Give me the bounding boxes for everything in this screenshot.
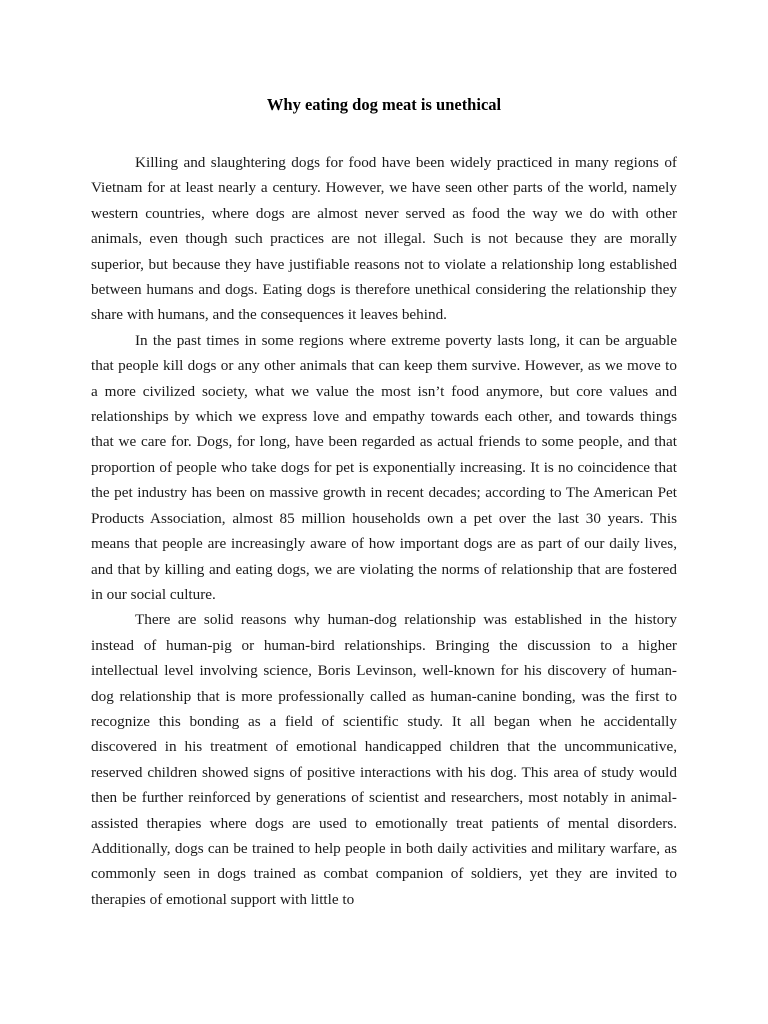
paragraph-1: Killing and slaughtering dogs for food have been widely practiced in many regions of Vietnam for at least nearly a century. However, we have seen other parts of the world, namely western countries, where dogs are almost never served as food the way we do with other animals, even though such practices are not illegal. Such is not because they are morally superior, but because they have justifiable reasons not to violate a relationship long established between humans and dogs. Eating dogs is therefore unethical considering the relationship they share with humans, and the consequences it leaves behind. bbox=[91, 154, 677, 324]
document-body bbox=[91, 150, 677, 912]
paragraph-3: There are solid reasons why human-dog relationship was established in the history instead of human-pig or human-bird relationships. Bringing the discussion to a higher intellectual level involving science, Boris Levinson, well-known for his discovery of human-dog relationship that is more professionally called as human-canine bonding, was the first to recognize this bonding as a field of scientific study. It all began when he accidentally discovered in his treatment of emotional handicapped children that the uncommunicative, reserved children showed signs of positive interactions with his dog. This area of study would then be further reinforced by generations of scientist and researchers, most notably in animal-assisted therapies where dogs are used to emotionally treat patients of mental disorders. Additionally, dogs can be trained to help people in both daily activities and military warfare, as commonly seen in dogs trained as combat companion of soldiers, yet they are invited to therapies of emotional support with little to bbox=[91, 611, 677, 908]
document-title: Why eating dog meat is unethical bbox=[266, 95, 502, 114]
paragraph-2: In the past times in some regions where extreme poverty lasts long, it can be arguable that people kill dogs or any other animals that can keep them survive. However, as we move to a more civilized society, what we value the most isn’t food anymore, but core values and relationships by which we express love and empathy towards each other, and towards things that we care for. Dogs, for long, have been regarded as actual friends to some people, and that proportion of people who take dogs for pet is exponentially increasing. It is no coincidence that the pet industry has been on massive growth in recent decades; according to The American Pet Products Association, almost 85 million households own a pet over the last 30 years. This means that people are increasingly aware of how important dogs are as part of our daily lives, and that by killing and eating dogs, we are violating the norms of relationship that are fostered in our social culture. bbox=[91, 331, 677, 603]
